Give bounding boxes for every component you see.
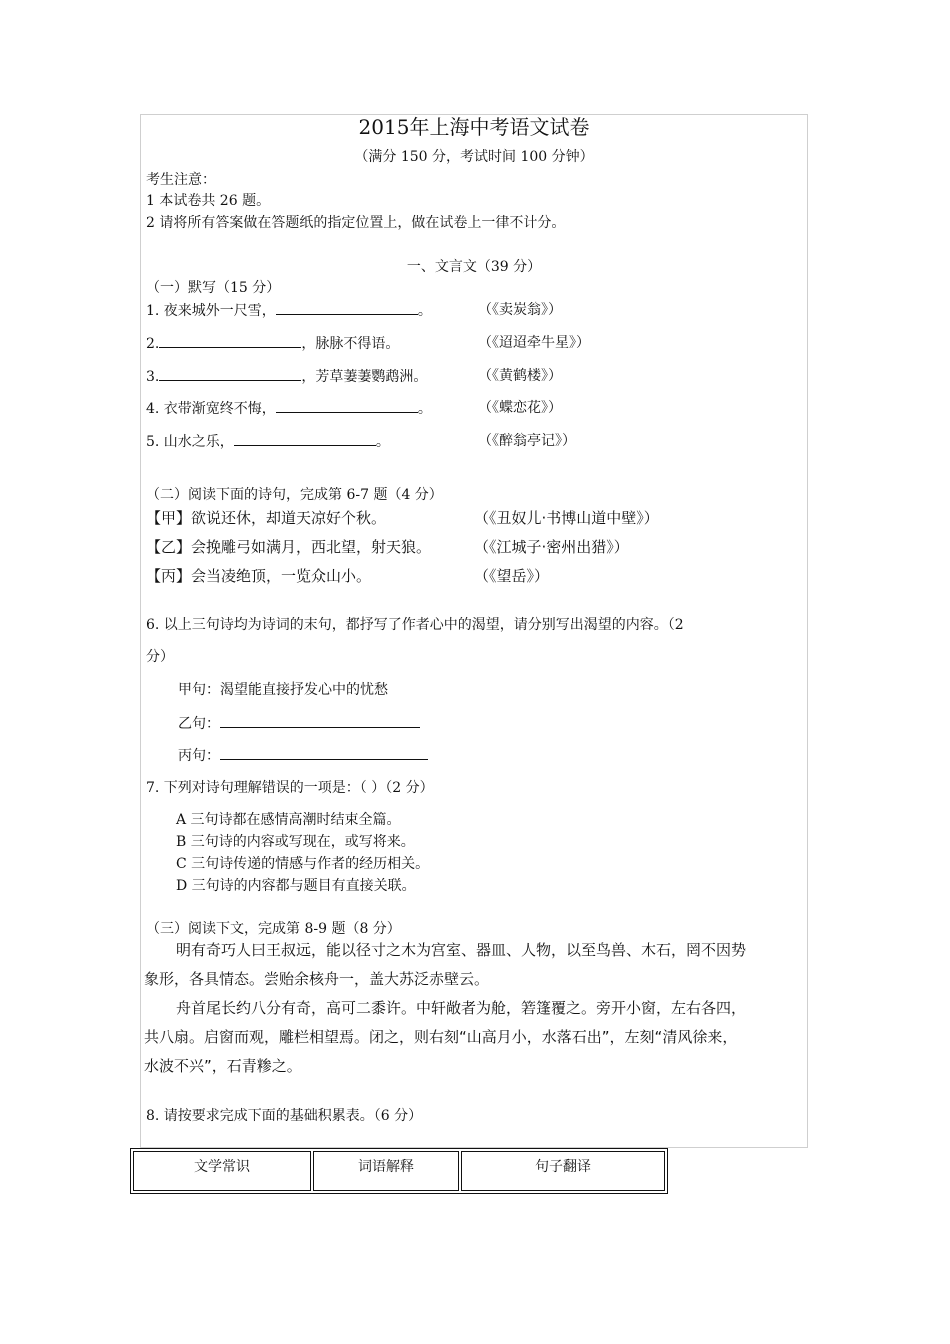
dictation-source-3: （《黄鹤楼》） (478, 368, 562, 384)
answer-blank[interactable] (276, 300, 418, 315)
table-header-literature: 文学常识 (133, 1151, 311, 1191)
dictation-source-2: （《迢迢牵牛星》） (478, 335, 590, 351)
dictation-item-5: 5. 山水之乐， 。 (146, 431, 390, 452)
exam-title: 2015年上海中考语文试卷 (358, 115, 590, 139)
poem-jia: 【甲】欲说还休，却道天凉好个秋。 (146, 509, 387, 527)
notice-heading: 考生注意： (146, 172, 216, 188)
table-header-translation: 句子翻译 (461, 1151, 665, 1191)
dictation-item-1: 1. 夜来城外一尺雪， 。 (146, 300, 432, 321)
q7-option-c: C 三句诗传递的情感与作者的经历相关。 (176, 856, 430, 872)
poem-yi: 【乙】会挽雕弓如满月，西北望，射天狼。 (146, 538, 432, 556)
dictation-source-5: （《醉翁亭记》） (478, 433, 576, 449)
question-6-cont: 分） (146, 649, 174, 665)
dictation-source-4: （《蝶恋花》） (478, 400, 562, 416)
notice-item-2: 2 请将所有答案做在答题纸的指定位置上，做在试卷上一律不计分。 (146, 215, 566, 231)
poem-jia-source: （《丑奴儿·书博山道中壁》） (474, 509, 659, 527)
poem-bing-source: （《望岳》） (474, 567, 550, 585)
dictation-item-4: 4. 衣带渐宽终不悔， 。 (146, 398, 432, 419)
q7-option-b: B 三句诗的内容或写现在，或写将来。 (176, 834, 415, 850)
answer-jia: 甲句：渴望能直接抒发心中的忧愁 (178, 682, 388, 698)
answer-yi: 乙句： (178, 713, 420, 734)
question-8: 8. 请按要求完成下面的基础积累表。（6 分） (146, 1108, 423, 1124)
section-heading: 一、文言文（39 分） (406, 259, 542, 275)
question-7: 7. 下列对诗句理解错误的一项是：（ ）（2 分） (146, 780, 434, 796)
q7-option-a: A 三句诗都在感情高潮时结束全篇。 (176, 812, 401, 828)
q7-option-d: D 三句诗的内容都与题目有直接关联。 (176, 878, 416, 894)
answer-bing: 丙句： (178, 745, 428, 766)
notice-item-1: 1 本试卷共 26 题。 (146, 193, 271, 209)
question-6: 6. 以上三句诗均为诗词的末句，都抒写了作者心中的渴望，请分别写出渴望的内容。（2 (146, 617, 684, 633)
part3-heading: （三）阅读下文，完成第 8-9 题（8 分） (146, 921, 401, 937)
answer-blank[interactable] (276, 398, 418, 413)
exam-subtitle: （满分 150 分，考试时间 100 分钟） (354, 149, 594, 165)
dictation-source-1: （《卖炭翁》） (478, 302, 562, 318)
answer-blank[interactable] (159, 366, 301, 381)
part2-heading: （二）阅读下面的诗句，完成第 6-7 题（4 分） (146, 487, 443, 503)
poem-yi-source: （《江城子·密州出猎》） (474, 538, 629, 556)
answer-blank[interactable] (234, 431, 376, 446)
dictation-item-3: 3. ，芳草萋萋鹦鹉洲。 (146, 366, 427, 387)
poem-bing: 【丙】会当凌绝顶，一览众山小。 (146, 567, 372, 585)
answer-blank[interactable] (220, 745, 428, 760)
answer-blank[interactable] (220, 713, 420, 728)
table-header-words: 词语解释 (313, 1151, 459, 1191)
answer-blank[interactable] (159, 333, 301, 348)
part1-heading: （一）默写（15 分） (146, 280, 281, 296)
passage: 明有奇巧人曰王叔远，能以径寸之木为宫室、器皿、人物，以至鸟兽、木石，罔不因势 象形，各具情态。尝贻余核舟一，盖大苏泛赤壁云。 舟首尾长约八分有奇，高可二黍许。中轩敞者为舱，箬篷覆之。旁开小窗，左右各四， 共八扇。启窗而观，雕栏相望焉。闭之，则右刻“山高月小，水落石出”，左刻“清风徐来， 水波不兴”，石青糁之。 (144, 941, 747, 1075)
dictation-item-2: 2. ，脉脉不得语。 (146, 333, 399, 354)
accumulation-table (130, 1148, 668, 1194)
